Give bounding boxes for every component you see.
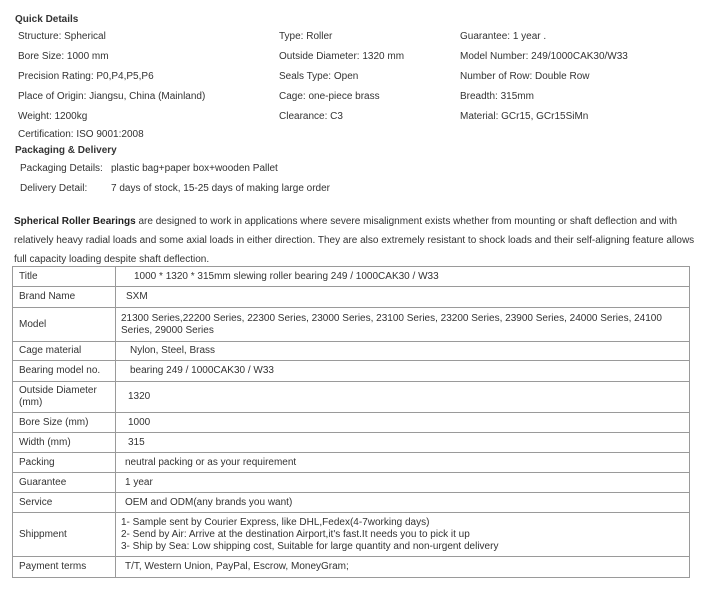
description-text: are designed to work in applications where severe misalignment exists whether from mounting or shaft deflection and with relatively heavy radial loads and some axial loads in either direction. They are also extremely resistant to shock loads and their self-aligning feature allows full capacity loading despite shaft deflection. [14, 216, 695, 265]
spec-value-shipment [116, 513, 690, 557]
table-row [13, 493, 690, 513]
packaging-details-value: plastic bag+paper box+wooden Pallet [111, 163, 278, 174]
table-row [13, 453, 690, 473]
spec-value: Nylon, Steel, Brass [116, 342, 690, 361]
spec-value: 1000 * 1320 * 315mm slewing roller bearing 249 / 1000CAK30 / W33 [116, 267, 690, 287]
spec-value: OEM and ODM(any brands you want) [116, 493, 690, 513]
detail-material: Material: GCr15, GCr15SiMn [460, 111, 589, 122]
spec-key: Title [13, 267, 116, 287]
spec-value: 1320 [116, 382, 690, 413]
detail-cage: Cage: one-piece brass [279, 91, 380, 102]
table-row [13, 287, 690, 308]
spec-key: Bearing model no. [13, 361, 116, 382]
detail-structure: Structure: Spherical [18, 31, 106, 42]
spec-value: SXM [116, 287, 690, 308]
spec-key: Outside Diameter (mm) [13, 382, 116, 413]
detail-precision-rating: Precision Rating: P0,P4,P5,P6 [18, 71, 154, 82]
detail-weight: Weight: 1200kg [18, 111, 88, 122]
spec-key: Guarantee [13, 473, 116, 493]
spec-key: Service [13, 493, 116, 513]
spec-value: T/T, Western Union, PayPal, Escrow, MoneyGram; [116, 557, 690, 578]
table-row [13, 342, 690, 361]
table-row [13, 267, 690, 287]
quick-details-heading: Quick Details [15, 14, 79, 25]
spec-table [12, 266, 690, 578]
spec-key: Payment terms [13, 557, 116, 578]
spec-value: 1 year [116, 473, 690, 493]
spec-value: 315 [116, 433, 690, 453]
delivery-detail-value: 7 days of stock, 15-25 days of making large order [111, 183, 331, 194]
detail-certification: Certification: ISO 9001:2008 [18, 129, 144, 140]
shipment-line: 3- Ship by Sea: Low shipping cost, Suitable for large quantity and non-urgent delivery [121, 540, 499, 552]
spec-key: Packing [13, 453, 116, 473]
description-bold-term: Spherical Roller Bearings [14, 216, 136, 227]
table-row [13, 361, 690, 382]
spec-key: Brand Name [13, 287, 116, 308]
detail-breadth: Breadth: 315mm [460, 91, 534, 102]
spec-key: Model [13, 308, 116, 342]
spec-value: 1000 [116, 413, 690, 433]
detail-seals-type: Seals Type: Open [279, 71, 359, 82]
table-row [13, 382, 690, 413]
detail-type: Type: Roller [279, 31, 333, 42]
table-row [13, 413, 690, 433]
spec-value: neutral packing or as your requirement [116, 453, 690, 473]
spec-value: 21300 Series,22200 Series, 22300 Series, 23000 Series, 23100 Series, 23200 Series, 23900 Series, 24000 Series, 24100 Series, 29000 Series [116, 308, 690, 342]
shipment-line: 1- Sample sent by Courier Express, like DHL,Fedex(4-7working days) [121, 516, 430, 528]
table-row [13, 513, 690, 557]
spec-key: Width (mm) [13, 433, 116, 453]
spec-key: Bore Size (mm) [13, 413, 116, 433]
table-row [13, 308, 690, 342]
packaging-heading: Packaging & Delivery [15, 145, 117, 156]
table-row [13, 557, 690, 578]
detail-model-number: Model Number: 249/1000CAK30/W33 [460, 51, 628, 62]
spec-value: bearing 249 / 1000CAK30 / W33 [116, 361, 690, 382]
spec-key: Shippment [13, 513, 116, 557]
detail-clearance: Clearance: C3 [279, 111, 343, 122]
product-description [14, 212, 696, 269]
delivery-detail-label: Delivery Detail: [20, 183, 88, 194]
packaging-details-label: Packaging Details: [20, 163, 103, 174]
spec-key: Cage material [13, 342, 116, 361]
table-row [13, 473, 690, 493]
shipment-line: 2- Send by Air: Arrive at the destination Airport,it's fast.It needs you to pick it up [121, 528, 470, 540]
detail-guarantee: Guarantee: 1 year . [460, 31, 547, 42]
detail-place-of-origin: Place of Origin: Jiangsu, China (Mainland) [18, 91, 206, 102]
detail-outside-diameter: Outside Diameter: 1320 mm [279, 51, 405, 62]
detail-number-of-row: Number of Row: Double Row [460, 71, 590, 82]
detail-bore-size: Bore Size: 1000 mm [18, 51, 109, 62]
table-row [13, 433, 690, 453]
